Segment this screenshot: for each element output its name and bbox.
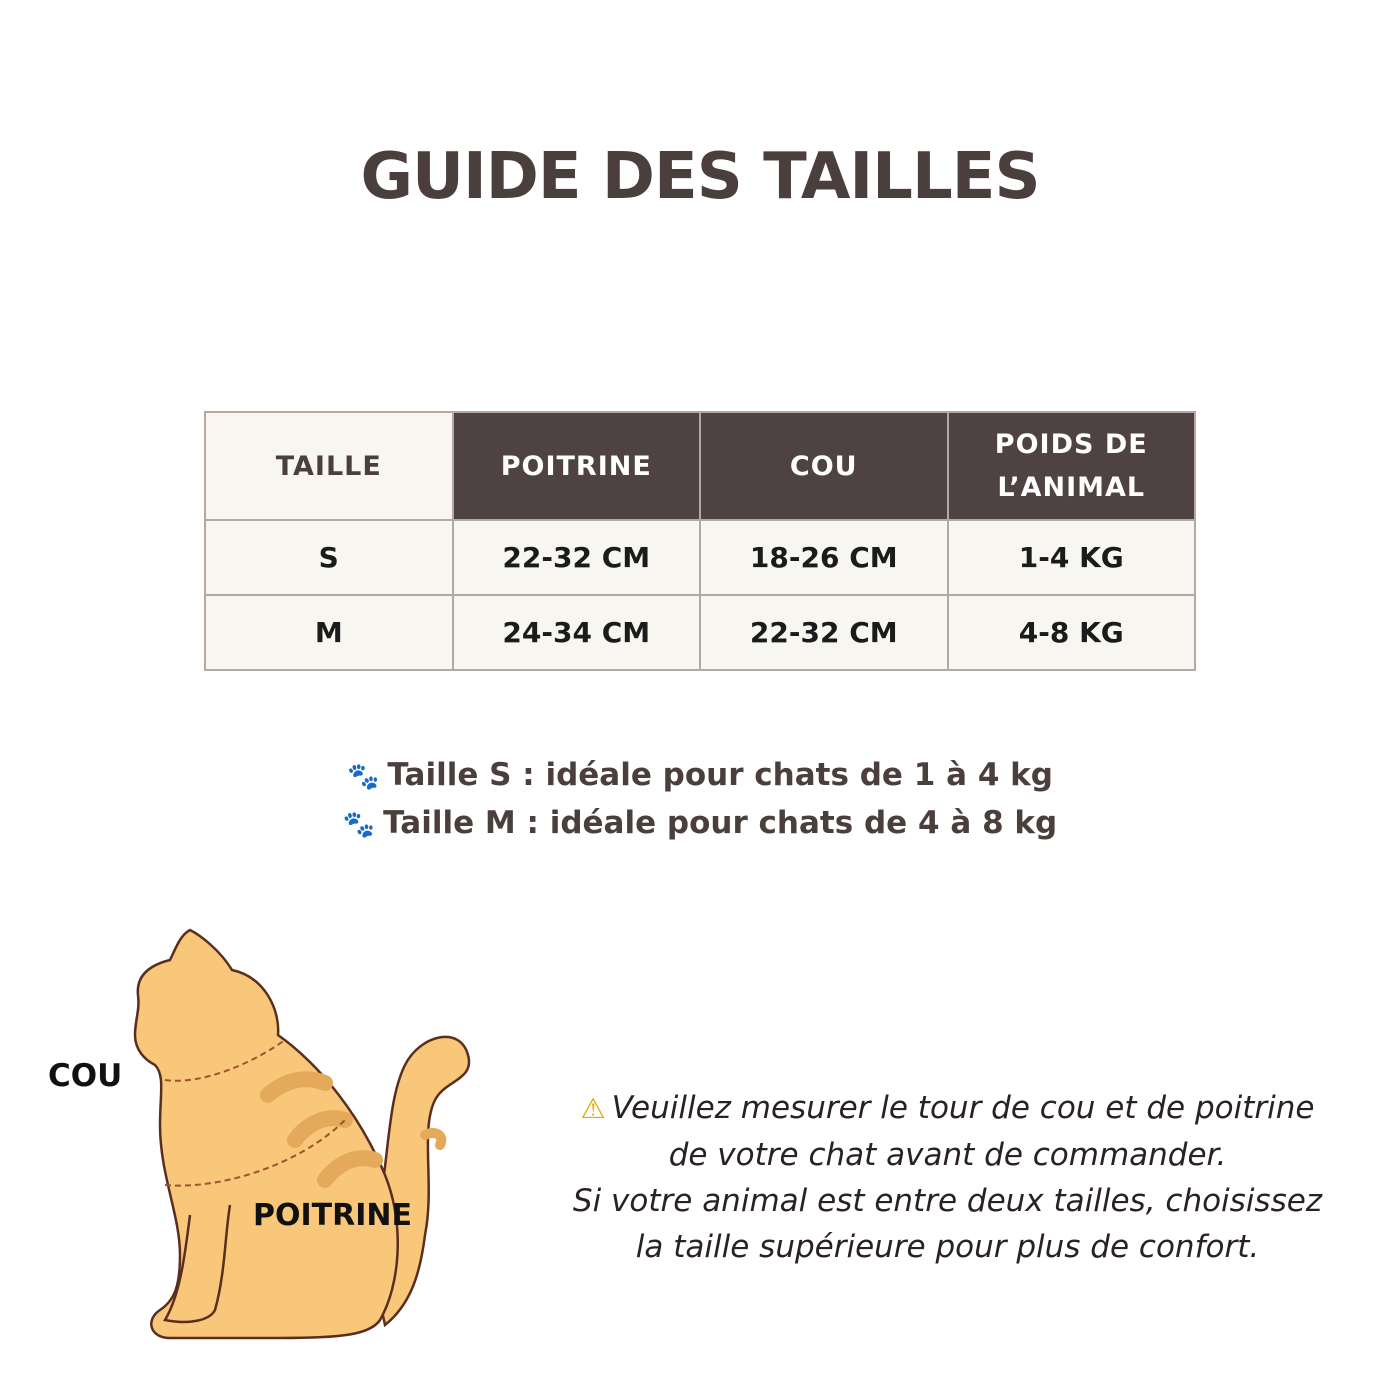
cell-weight: 4-8 KG [948,595,1196,670]
table-row [205,595,1195,670]
advice-line: de votre chat avant de commander. [668,1137,1227,1173]
table-row [205,520,1195,595]
paw-prints-icon: 🐾 [342,810,376,840]
paw-prints-icon: 🐾 [347,762,380,792]
measurement-advice [540,1085,1355,1270]
advice-text: Veuillez mesurer le tour de cou et de poitrine [611,1090,1315,1126]
warning-icon: ⚠ [580,1092,606,1125]
size-notes [0,752,1400,848]
cell-chest: 22-32 CM [453,520,701,595]
header-size: TAILLE [205,412,453,520]
cell-size: S [205,520,453,595]
header-weight-line2: L’ANIMAL [997,472,1146,503]
cell-chest: 24-34 CM [453,595,701,670]
cell-neck: 18-26 CM [700,520,948,595]
page-title: GUIDE DES TAILLES [360,140,1040,214]
cell-size: M [205,595,453,670]
header-weight-line1: POIDS DE [994,429,1148,460]
size-table [204,411,1196,671]
cat-illustration [40,915,490,1355]
cat-body [135,930,398,1338]
chest-label: POITRINE [253,1198,412,1233]
advice-line: la taille supérieure pour plus de confort. [635,1229,1260,1265]
note-text: Taille S : idéale pour chats de 1 à 4 kg [387,757,1053,793]
header-weight [948,412,1196,520]
header-neck: COU [700,412,948,520]
header-chest: POITRINE [453,412,701,520]
note-text: Taille M : idéale pour chats de 4 à 8 kg [383,805,1058,841]
cell-neck: 22-32 CM [700,595,948,670]
note-line [0,752,1400,800]
table-header-row [205,412,1195,520]
neck-label: COU [48,1058,123,1094]
cell-weight: 1-4 KG [948,520,1196,595]
advice-line [540,1085,1355,1132]
note-line [0,800,1400,848]
advice-line: Si votre animal est entre deux tailles, choisissez [572,1183,1323,1219]
